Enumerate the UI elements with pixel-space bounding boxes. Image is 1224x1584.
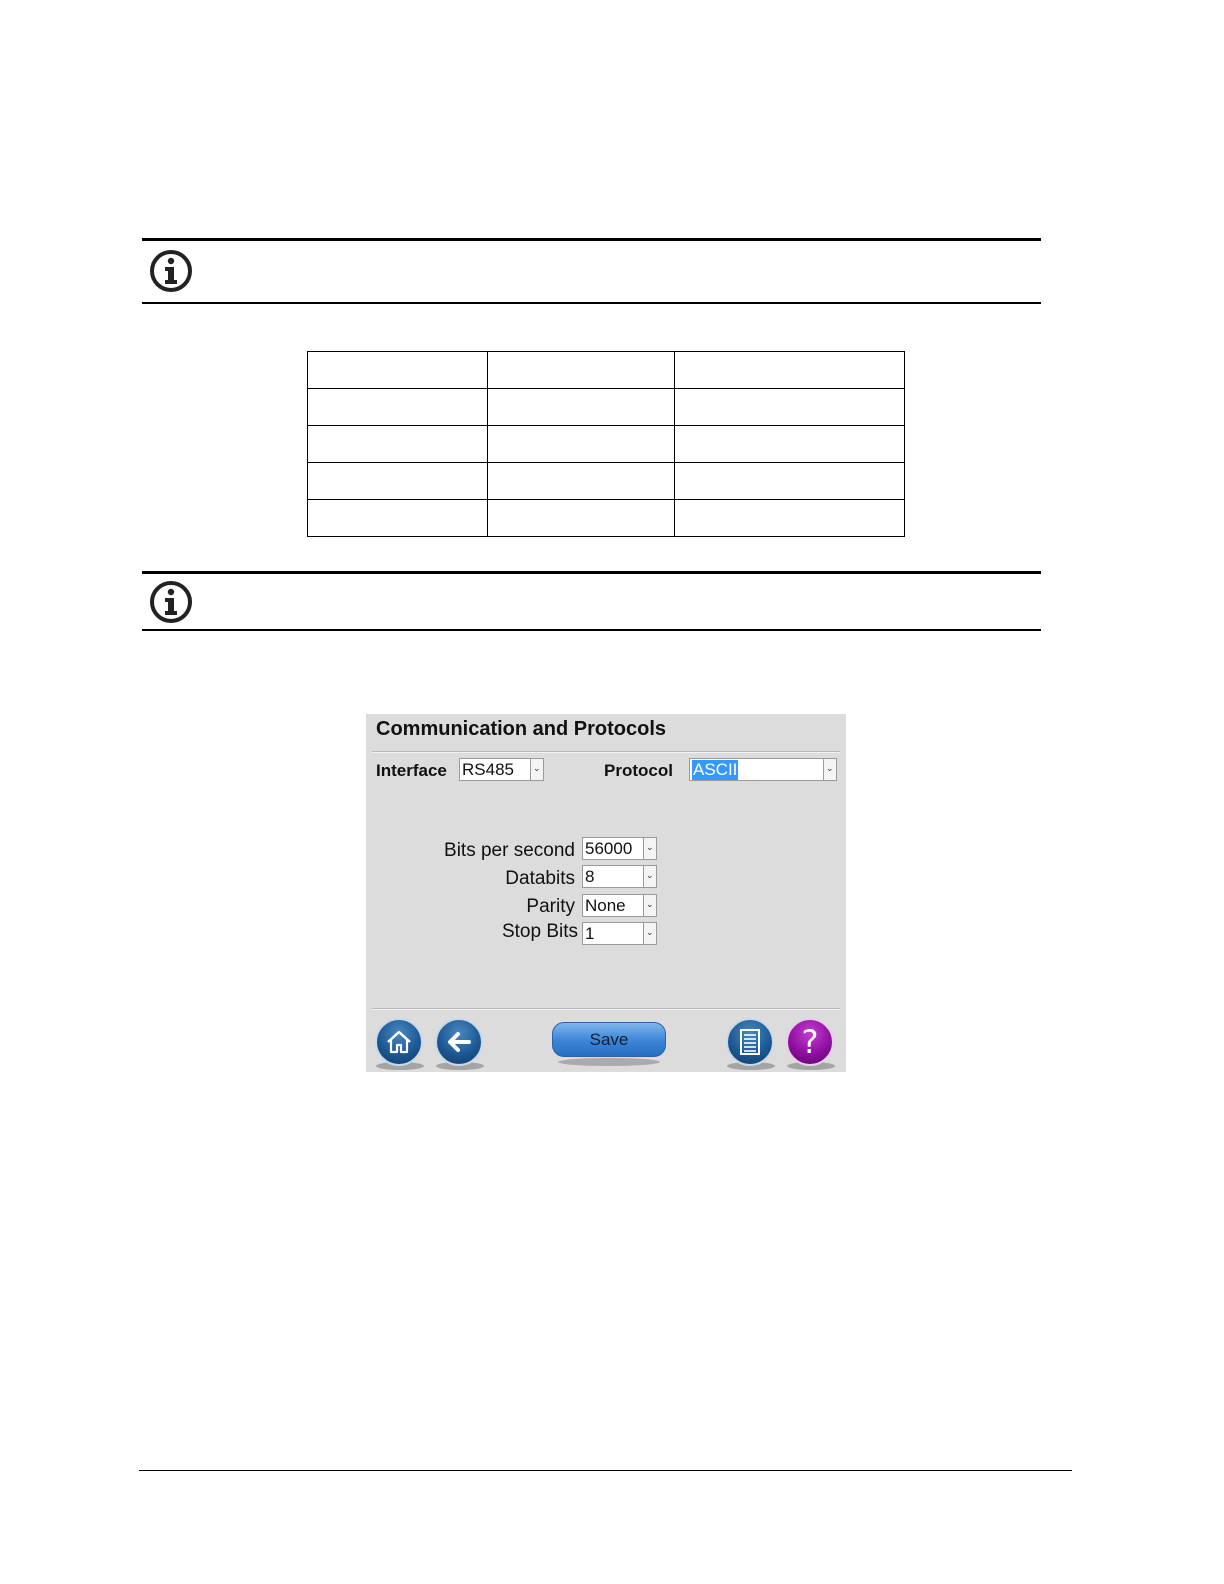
table-row [308,389,905,426]
interface-label: Interface [376,761,447,780]
parity-label: Parity [526,896,575,917]
help-button[interactable] [786,1018,834,1066]
chevron-down-icon: ⌄ [646,927,654,937]
dropdown-button[interactable] [823,759,836,780]
home-button[interactable] [375,1018,423,1066]
interface-value: RS485 [462,760,514,779]
stop-bits-select[interactable] [582,922,657,945]
save-button[interactable]: Save [552,1022,666,1057]
parity-value: None [585,896,626,915]
table-cell [308,389,488,426]
back-arrow-icon [437,1020,481,1064]
back-button[interactable] [435,1018,483,1066]
empty-table [307,351,905,537]
dropdown-button[interactable] [643,866,656,887]
table-cell [308,500,488,537]
interface-select[interactable] [459,758,544,781]
table-cell [675,426,905,463]
chevron-down-icon: ⌄ [533,763,541,773]
divider [372,751,840,753]
table-cell [308,352,488,389]
table-cell [488,463,675,500]
bits-per-second-label: Bits per second [444,840,575,861]
stop-bits-value: 1 [585,924,595,943]
button-shadow [558,1058,660,1066]
table-cell [675,463,905,500]
divider [372,1008,840,1010]
table-row [308,352,905,389]
document-list-icon [728,1020,772,1064]
table-cell [488,352,675,389]
screen-title: Communication and Protocols [376,718,667,740]
table-cell [488,426,675,463]
info-icon [149,249,193,293]
table-cell [675,389,905,426]
protocol-select[interactable] [689,758,837,781]
note-block-1 [142,238,1041,305]
dropdown-button[interactable] [643,923,656,944]
document-list-button[interactable] [726,1018,774,1066]
chevron-down-icon: ⌄ [646,870,654,880]
note-rule-bottom [142,629,1041,631]
note-block-2 [142,571,1041,632]
device-screen [366,714,846,1072]
table-row [308,500,905,537]
table-cell [675,500,905,537]
help-icon: ? [801,1023,819,1061]
chevron-down-icon: ⌄ [826,763,834,773]
chevron-down-icon: ⌄ [646,842,654,852]
table-cell [675,352,905,389]
databits-select[interactable] [582,865,657,888]
bits-per-second-value: 56000 [585,839,633,858]
databits-label: Databits [505,868,575,889]
dropdown-button[interactable] [643,895,656,916]
databits-value: 8 [585,867,595,886]
dropdown-button[interactable] [643,838,656,859]
table-cell [308,463,488,500]
bits-per-second-select[interactable] [582,837,657,860]
footer-rule [139,1470,1072,1471]
chevron-down-icon: ⌄ [646,899,654,909]
table-cell [488,389,675,426]
info-icon [149,580,193,624]
protocol-value: ASCII [693,760,738,779]
table-cell [308,426,488,463]
table-row [308,426,905,463]
note-rule-top [142,238,1041,241]
protocol-label: Protocol [604,761,673,780]
note-rule-top [142,571,1041,574]
table-cell [488,500,675,537]
dropdown-button[interactable] [530,759,543,780]
home-icon [377,1020,421,1064]
parity-select[interactable] [582,894,657,917]
stop-bits-label: Stop Bits [501,921,578,942]
note-rule-bottom [142,302,1041,304]
table-row [308,463,905,500]
